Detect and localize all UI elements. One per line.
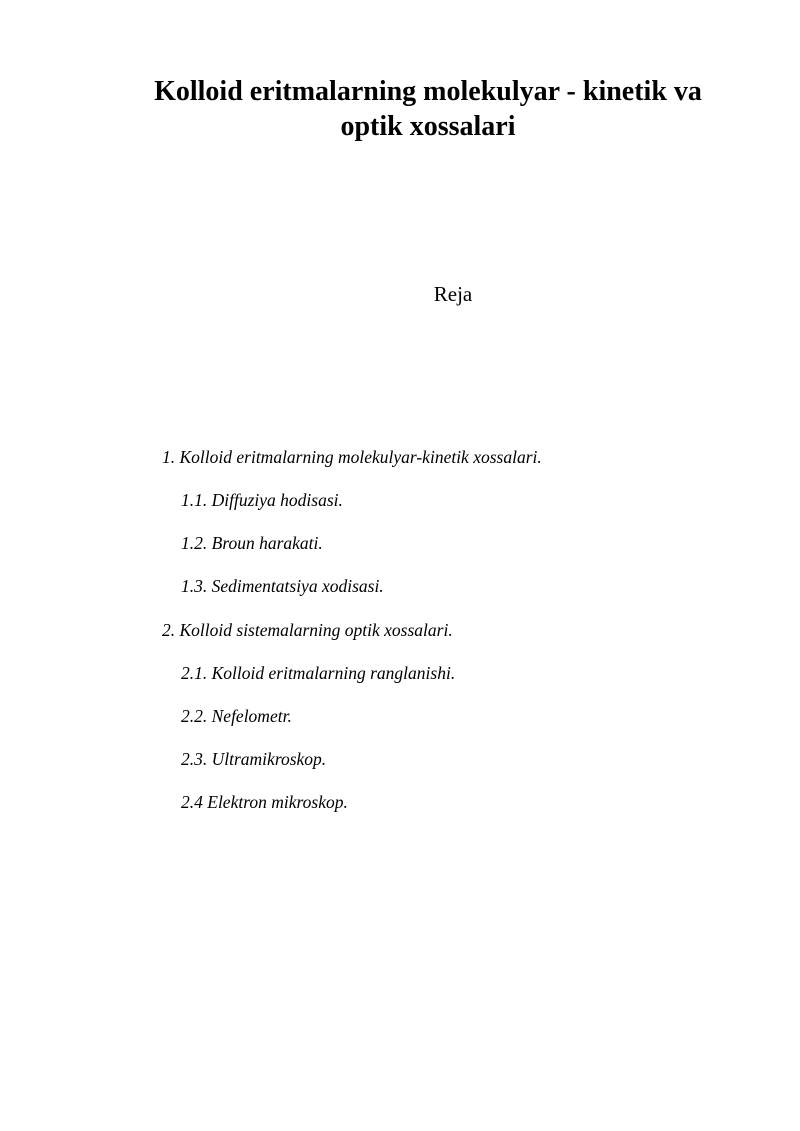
document-title-line-1: Kolloid eritmalarning molekulyar - kinetik va bbox=[154, 76, 702, 107]
plan-item-1-1: 1.1. Diffuziya hodisasi. bbox=[181, 490, 343, 510]
plan-item-2-2: 2.2. Nefelometr. bbox=[181, 706, 292, 726]
plan-item-2-3: 2.3. Ultramikroskop. bbox=[181, 749, 327, 769]
plan-heading: Reja bbox=[433, 282, 473, 306]
plan-item-1: 1. Kolloid eritmalarning molekulyar-kinetik xossalari. bbox=[162, 447, 542, 467]
document-title-line-2: optik xossalari bbox=[340, 111, 516, 142]
plan-item-1-3: 1.3. Sedimentatsiya xodisasi. bbox=[181, 576, 384, 596]
document-title bbox=[110, 74, 746, 144]
plan-item-2: 2. Kolloid sistemalarning optik xossalari. bbox=[162, 620, 453, 640]
plan-item-2-1: 2.1. Kolloid eritmalarning ranglanishi. bbox=[181, 663, 456, 683]
plan-item-2-4: 2.4 Elektron mikroskop. bbox=[181, 792, 348, 812]
plan-item-1-2: 1.2. Broun harakati. bbox=[181, 533, 323, 553]
